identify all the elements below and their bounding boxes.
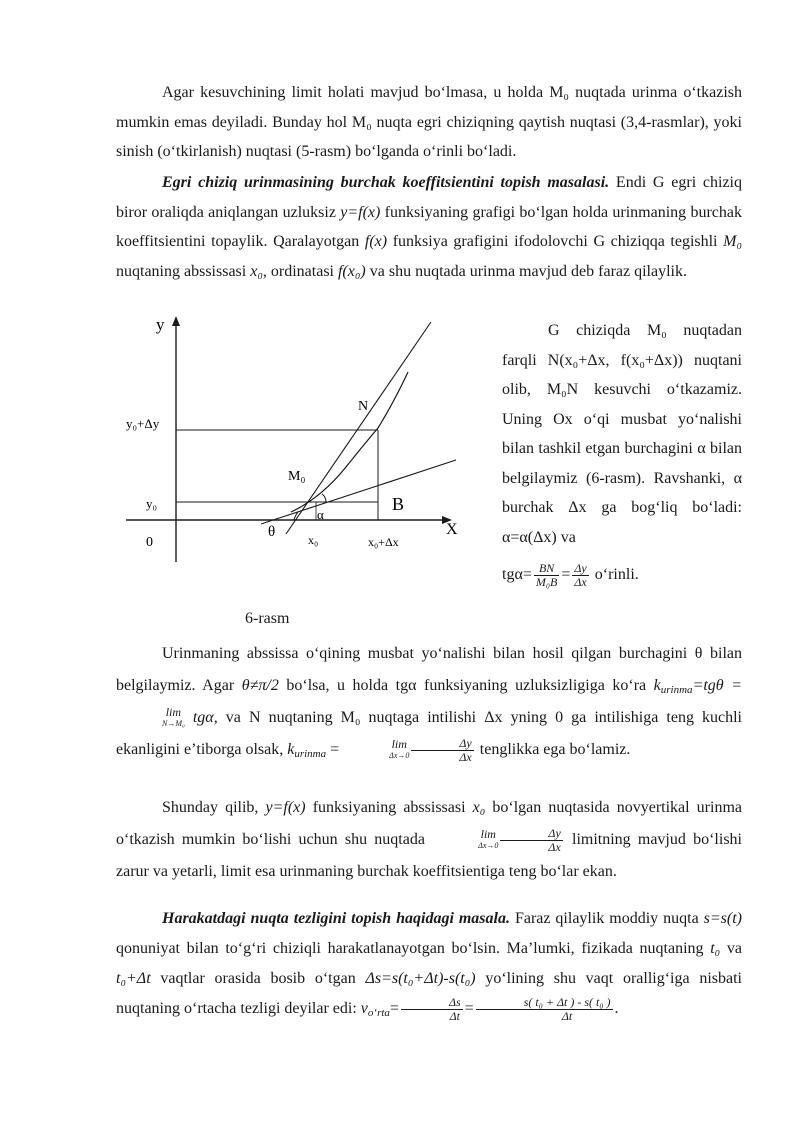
text: funksiyaning abssissasi xyxy=(305,799,473,816)
label-n: N xyxy=(358,399,369,414)
frac-den: Δx xyxy=(574,574,587,589)
label-y0dy: y₀+Δy xyxy=(126,416,160,431)
alpha-arc xyxy=(322,494,326,502)
frac-den: Δx xyxy=(459,749,472,764)
frac-num: Δy xyxy=(500,827,562,841)
text: Urinmaning abssissa oʻqining musbat yoʻnalishi bilan hosil qilgan burchagini θ bilan belgilaymiz. Agar xyxy=(116,645,742,694)
section-title-tangent: Egri chiziq urinmasining burchak koeffitsientini topish masalasi. xyxy=(162,174,610,191)
formula: tgα xyxy=(192,709,214,726)
text: , va N nuqtaning M₀ nuqtaga intilishi Δx yning 0 ga intilishiga teng kuchli ekanligini eʼtiborga olsak, xyxy=(116,709,743,758)
formula: f(x) xyxy=(364,233,388,250)
text: , ordinatasi xyxy=(262,262,338,280)
lim-word: lim xyxy=(391,737,407,752)
formula: x₀ xyxy=(472,799,486,816)
side-text: G chiziqda M₀ nuqtadan farqli N(x₀+Δx, f(x₀+Δx)) nuqtani olib, M₀N kesuvchi oʻtkazamiz. Uning Ox oʻqi musbat yoʻnalishi bilan tashkil etgan burchagini α bilan belgilaymiz (6-rasm). Ravshanki, α burchak Δx ga bogʻliq boʻladi: α=α(Δx) va xyxy=(502,322,742,546)
formula: θ≠π/2 xyxy=(241,677,279,694)
lim-word: lim xyxy=(165,705,182,720)
frac-den: Δt xyxy=(449,1008,460,1023)
text: funksiyaning grafigi boʻlgan holda urinmaning burchak koeffitsientini topaylik. Qaralayotgan xyxy=(116,203,742,250)
text: funksiya grafigini ifodolovchi G chiziqqa tegishli xyxy=(387,233,724,250)
label-alpha: α xyxy=(317,507,324,522)
formula: k xyxy=(653,677,661,694)
label-x0: x₀ xyxy=(308,533,319,547)
frac-den: Δt xyxy=(561,1008,573,1023)
paragraph-2 xyxy=(116,168,742,286)
text: yoʻlining shu vaqt oralligʻiga nisbati nuqtaning oʻrtacha tezligi deyilar edi: xyxy=(116,970,742,1017)
text: Shunday qilib, xyxy=(162,799,266,816)
lim-sub: N→M₀ xyxy=(162,719,185,729)
formula: y=f(x) xyxy=(340,203,381,221)
formula: f(x₀) xyxy=(337,262,366,280)
label-theta: θ xyxy=(268,524,276,540)
formula: k xyxy=(287,741,295,758)
figure-caption: 6-rasm xyxy=(245,610,290,627)
formula-rest: oʻrinli. xyxy=(590,566,639,583)
text: va shu nuqtada urinma mavjud deb faraz qilaylik. xyxy=(365,262,687,280)
text: limitning mavjud boʻlishi zarur va yetarli, limit esa urinmaning burchak koeffitsientiga teng boʻlar ekan. xyxy=(116,831,742,880)
text: nuqtaning abssissasi xyxy=(116,262,251,280)
formula: t₀+Δt xyxy=(116,970,151,987)
frac-num: Δs xyxy=(401,996,463,1010)
formula: M₀ xyxy=(723,233,742,250)
paragraph-3 xyxy=(116,638,742,766)
label-origin: 0 xyxy=(146,535,153,550)
text: vaqtlar orasida bosib oʻtgan xyxy=(150,970,366,987)
frac-den: Δx xyxy=(548,839,561,854)
formula: y=f(x) xyxy=(265,799,306,816)
paragraph-1: Agar kesuvchining limit holati mavjud boʻlmasa, u holda M₀ nuqtada urinma oʻtkazish mumkin emas deyiladi. Bunday hol M₀ nuqta egri chiziqning qaytish nuqtasi (3,4-rasmlar), yoki sinish (oʻtkirlanish) nuqtasi (5-rasm) boʻlganda oʻrinli boʻladi. xyxy=(116,84,742,160)
text: va xyxy=(720,940,742,957)
formula: =tgθ = xyxy=(692,677,742,694)
formula: v xyxy=(360,1000,368,1017)
label-b: B xyxy=(392,494,405,514)
label-x: X xyxy=(446,521,458,538)
frac-den: M₀B xyxy=(535,574,558,589)
lim-sub: Δx→0 xyxy=(478,841,499,851)
formula: s=s(t) xyxy=(703,910,742,927)
formula-eq: = xyxy=(326,741,344,758)
subscript: oʻrta xyxy=(367,1007,390,1019)
formula-end: . xyxy=(614,1000,619,1017)
formula: t₀ xyxy=(710,940,721,957)
formula: x₀ xyxy=(250,262,263,280)
label-y: y xyxy=(156,315,165,334)
label-y0: y₀ xyxy=(146,496,158,511)
formula-eq: = xyxy=(389,1000,399,1017)
section-title-velocity: Harakatdagi nuqta tezligini topish haqidagi masala. xyxy=(162,910,510,927)
paragraph-4 xyxy=(116,792,742,888)
formula-eq: = xyxy=(464,1000,474,1017)
frac-num: Δy xyxy=(574,560,587,575)
formula-lhs: tgα= xyxy=(502,566,532,583)
formula: Δs=s(t₀+Δt)-s(t₀) xyxy=(365,970,476,987)
text: tenglikka ega boʻlamiz. xyxy=(475,741,631,758)
text: Faraz qilaylik moddiy nuqta xyxy=(509,910,704,927)
subscript: urinma xyxy=(660,684,693,696)
text: boʻlsa, u holda tgα funksiyaning uzluksizligiga koʻra xyxy=(278,677,654,694)
lim-sub: Δx→0 xyxy=(389,751,410,761)
frac-num: BN xyxy=(534,562,560,576)
frac-num: Δy xyxy=(411,737,473,751)
formula-eq: = xyxy=(561,566,571,583)
label-m0: M₀ xyxy=(288,469,306,484)
side-formula xyxy=(502,560,742,590)
subscript: urinma xyxy=(294,748,327,760)
text: qonuniyat bilan toʻgʻri chiziqli harakatlanayotgan boʻlsin. Maʼlumki, fizikada nuqtaning xyxy=(116,940,711,957)
label-x0dx: x₀+Δx xyxy=(368,535,399,549)
paragraph-5 xyxy=(116,904,742,1024)
frac-num: s( t₀ + Δt ) - s( t₀ ) xyxy=(476,996,613,1010)
y-axis-arrow xyxy=(172,316,180,326)
figure-6 xyxy=(116,312,476,572)
text: Endi G egri chiziq biror oraliqda aniqlangan uzluksiz xyxy=(116,174,743,221)
text: boʻlgan nuqtasida novyertikal urinma oʻtkazish mumkin boʻlishi uchun shu nuqtada xyxy=(116,799,742,848)
lim-word: lim xyxy=(480,827,496,842)
